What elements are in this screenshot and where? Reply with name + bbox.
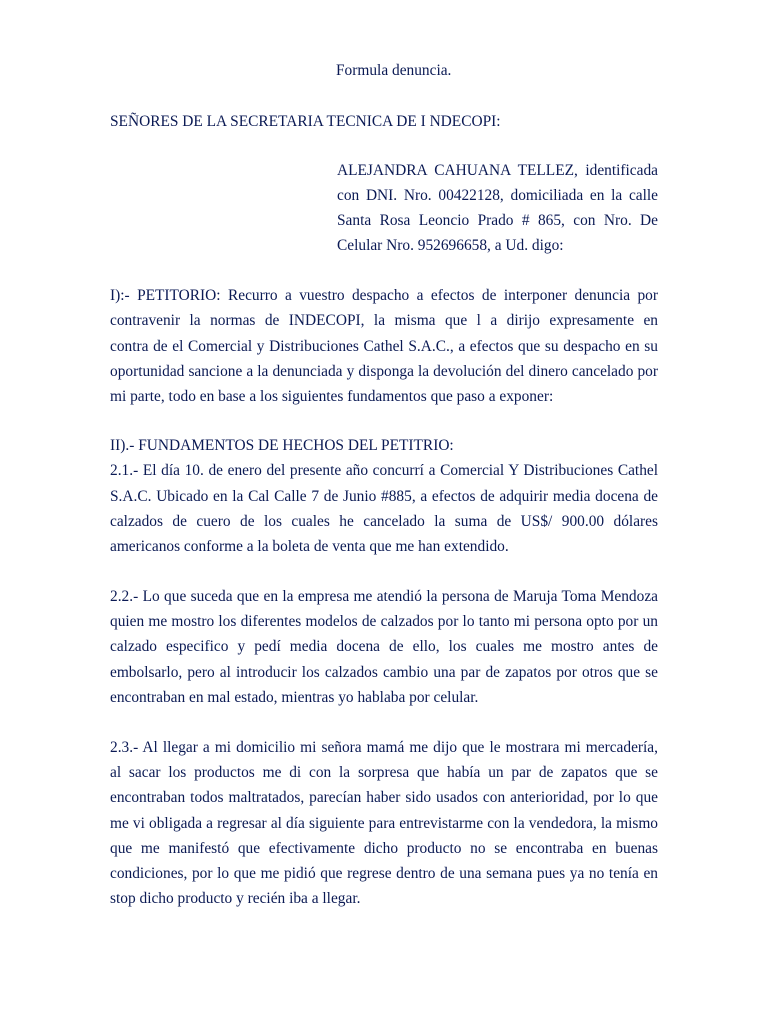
header-line: Celular Nro. 952696658, a Ud. digo: <box>337 237 564 254</box>
document-title: Formula denuncia. <box>336 62 452 79</box>
paragraph-line: al sacar los productos me di con la sorpresa que había un par de zapatos que se <box>110 764 658 781</box>
paragraph-line: que me manifestó que efectivamente dicho producto no se encontraba en buenas <box>110 840 658 857</box>
fundamentos-heading: II).- FUNDAMENTOS DE HECHOS DEL PETITRIO: <box>110 437 454 454</box>
paragraph-line: calzado especifico y pedí media docena de ello, los cuales me mostro antes de <box>110 638 658 655</box>
paragraph-line: 2.3.- Al llegar a mi domicilio mi señora mamá me dijo que le mostrara mi mercadería, <box>110 739 658 756</box>
paragraph-line: embolsarlo, pero al introducir los calzados cambio una par de zapatos por otros que se <box>110 664 658 681</box>
paragraph-line: mi parte, todo en base a los siguientes fundamentos que paso a exponer: <box>110 388 554 405</box>
paragraph-line: contra de el Comercial y Distribuciones Cathel S.A.C., a efectos que su despacho en su <box>110 338 658 355</box>
header-line: ALEJANDRA CAHUANA TELLEZ, identificada <box>337 162 658 179</box>
paragraph-line: I):- PETITORIO: Recurro a vuestro despacho a efectos de interponer denuncia por <box>110 287 658 304</box>
paragraph-line: 2.2.- Lo que suceda que en la empresa me atendió la persona de Maruja Toma Mendoza <box>110 588 658 605</box>
paragraph-line: oportunidad sancione a la denunciada y disponga la devolución del dinero cancelado por <box>110 363 658 380</box>
paragraph-line: contravenir la normas de INDECOPI, la misma que l a dirijo expresamente en <box>110 312 658 329</box>
paragraph-line: stop dicho producto y recién iba a llegar. <box>110 890 361 907</box>
paragraph-line: S.A.C. Ubicado en la Cal Calle 7 de Junio #885, a efectos de adquirir media docena de <box>110 488 658 505</box>
paragraph-line: calzados de cuero de los cuales he cancelado la suma de US$/ 900.00 dólares <box>110 513 658 530</box>
paragraph-line: condiciones, por lo que me pidió que regrese dentro de una semana pues ya no tenía en <box>110 865 658 882</box>
paragraph-line: encontraban todos maltratados, parecían haber sido usados con anterioridad, por lo que <box>110 789 658 806</box>
header-line: Santa Rosa Leoncio Prado # 865, con Nro. De <box>337 212 658 229</box>
addressee-line: SEÑORES DE LA SECRETARIA TECNICA DE I NDECOPI: <box>110 113 501 130</box>
paragraph-line: encontraban en mal estado, mientras yo hablaba por celular. <box>110 689 479 706</box>
header-line: con DNI. Nro. 00422128, domiciliada en la calle <box>337 187 658 204</box>
paragraph-line: quien me mostro los diferentes modelos de calzados por lo tanto mi persona opto por un <box>110 613 658 630</box>
paragraph-line: americanos conforme a la boleta de venta que me han extendido. <box>110 538 509 555</box>
paragraph-line: me vi obligada a regresar al día siguiente para entrevistarme con la vendedora, la mismo <box>110 815 658 832</box>
paragraph-line: 2.1.- El día 10. de enero del presente año concurrí a Comercial Y Distribuciones Cathel <box>110 462 658 479</box>
